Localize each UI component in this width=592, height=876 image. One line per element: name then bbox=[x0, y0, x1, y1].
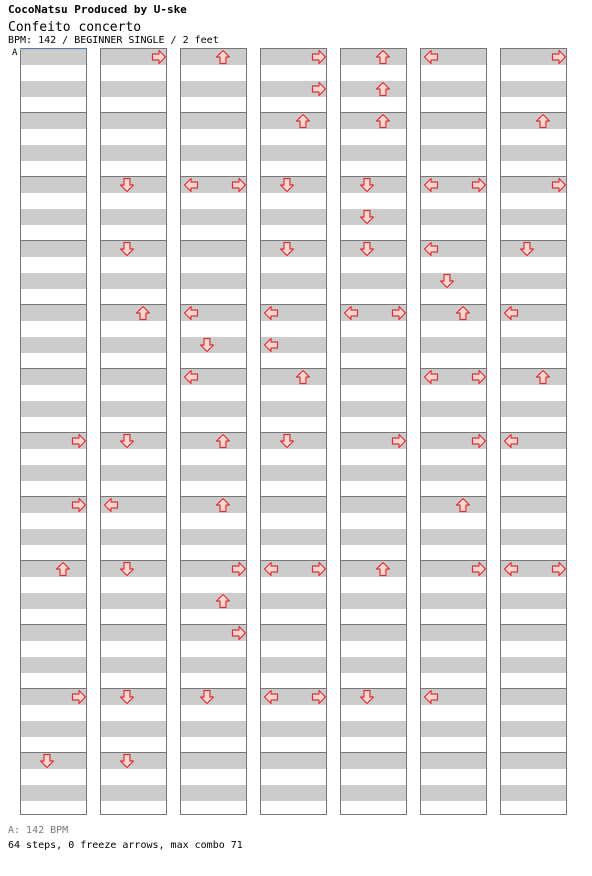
left-arrow-icon bbox=[103, 497, 119, 513]
right-arrow-icon bbox=[471, 369, 487, 385]
step-stats: 64 steps, 0 freeze arrows, max combo 71 bbox=[8, 840, 243, 851]
measure-line bbox=[21, 240, 86, 241]
beat-band bbox=[21, 177, 86, 193]
up-arrow-icon bbox=[215, 497, 231, 513]
beat-band bbox=[341, 529, 406, 545]
right-arrow-icon bbox=[391, 433, 407, 449]
beat-band bbox=[101, 529, 166, 545]
measure-line bbox=[341, 624, 406, 625]
beat-band bbox=[341, 753, 406, 769]
beat-band bbox=[181, 145, 246, 161]
beat-band bbox=[421, 401, 486, 417]
left-arrow-icon bbox=[503, 433, 519, 449]
beat-band bbox=[181, 241, 246, 257]
beat-band bbox=[21, 593, 86, 609]
measure-line bbox=[421, 624, 486, 625]
left-arrow-icon bbox=[263, 305, 279, 321]
measure-line bbox=[101, 368, 166, 369]
beat-band bbox=[181, 529, 246, 545]
chart-column-7 bbox=[500, 48, 567, 815]
left-arrow-icon bbox=[343, 305, 359, 321]
measure-line bbox=[101, 624, 166, 625]
beat-band bbox=[421, 145, 486, 161]
measure-line bbox=[21, 112, 86, 113]
beat-band bbox=[421, 81, 486, 97]
measure-line bbox=[101, 112, 166, 113]
measure-line bbox=[421, 112, 486, 113]
left-arrow-icon bbox=[263, 337, 279, 353]
beat-band bbox=[181, 81, 246, 97]
beat-band bbox=[501, 145, 566, 161]
beat-band bbox=[181, 209, 246, 225]
right-arrow-icon bbox=[231, 561, 247, 577]
beat-band bbox=[501, 113, 566, 129]
beat-band bbox=[21, 785, 86, 801]
chart-column-2 bbox=[100, 48, 167, 815]
down-arrow-icon bbox=[359, 241, 375, 257]
measure-line bbox=[261, 112, 326, 113]
up-arrow-icon bbox=[455, 305, 471, 321]
measure-line bbox=[21, 368, 86, 369]
beat-band bbox=[341, 337, 406, 353]
beat-band bbox=[181, 497, 246, 513]
left-arrow-icon bbox=[183, 177, 199, 193]
beat-band bbox=[101, 369, 166, 385]
down-arrow-icon bbox=[359, 689, 375, 705]
measure-line bbox=[181, 240, 246, 241]
beat-band bbox=[21, 657, 86, 673]
beat-band bbox=[181, 465, 246, 481]
beat-band bbox=[501, 273, 566, 289]
measure-line bbox=[421, 752, 486, 753]
measure-line bbox=[21, 304, 86, 305]
up-arrow-icon bbox=[215, 49, 231, 65]
beat-band bbox=[261, 721, 326, 737]
up-arrow-icon bbox=[135, 305, 151, 321]
beat-band bbox=[21, 305, 86, 321]
beat-band bbox=[501, 593, 566, 609]
beat-band bbox=[181, 593, 246, 609]
beat-band bbox=[341, 369, 406, 385]
beat-band bbox=[21, 529, 86, 545]
beat-band bbox=[261, 273, 326, 289]
down-arrow-icon bbox=[279, 177, 295, 193]
beat-band bbox=[341, 145, 406, 161]
beat-band bbox=[261, 657, 326, 673]
beat-band bbox=[261, 465, 326, 481]
measure-line bbox=[261, 752, 326, 753]
beat-band bbox=[341, 401, 406, 417]
beat-band bbox=[341, 561, 406, 577]
beat-band bbox=[261, 497, 326, 513]
beat-band bbox=[341, 625, 406, 641]
beat-band bbox=[421, 113, 486, 129]
beat-band bbox=[21, 241, 86, 257]
bpm-marker-line bbox=[20, 49, 86, 50]
measure-line bbox=[501, 368, 566, 369]
beat-band bbox=[421, 625, 486, 641]
chart-column-4 bbox=[260, 48, 327, 815]
beat-band bbox=[421, 785, 486, 801]
beat-band bbox=[101, 305, 166, 321]
measure-line bbox=[341, 112, 406, 113]
beat-band bbox=[181, 49, 246, 65]
right-arrow-icon bbox=[71, 497, 87, 513]
beat-band bbox=[341, 721, 406, 737]
chart-column-3 bbox=[180, 48, 247, 815]
right-arrow-icon bbox=[231, 625, 247, 641]
beat-band bbox=[21, 81, 86, 97]
right-arrow-icon bbox=[311, 561, 327, 577]
measure-line bbox=[501, 752, 566, 753]
beat-band bbox=[501, 529, 566, 545]
beat-band bbox=[341, 273, 406, 289]
right-arrow-icon bbox=[471, 433, 487, 449]
beat-band bbox=[101, 465, 166, 481]
up-arrow-icon bbox=[375, 49, 391, 65]
beat-band bbox=[181, 785, 246, 801]
right-arrow-icon bbox=[551, 49, 567, 65]
beat-band bbox=[261, 113, 326, 129]
up-arrow-icon bbox=[215, 433, 231, 449]
beat-band bbox=[501, 721, 566, 737]
beat-band bbox=[181, 433, 246, 449]
measure-line bbox=[21, 560, 86, 561]
down-arrow-icon bbox=[199, 337, 215, 353]
beat-band bbox=[421, 497, 486, 513]
chart-column-1 bbox=[20, 48, 87, 815]
beat-band bbox=[341, 465, 406, 481]
right-arrow-icon bbox=[311, 81, 327, 97]
beat-band bbox=[261, 145, 326, 161]
down-arrow-icon bbox=[119, 689, 135, 705]
artist-credit: CocoNatsu Produced by U-ske bbox=[8, 3, 187, 16]
beat-band bbox=[21, 625, 86, 641]
song-title: Confeito concerto bbox=[8, 20, 142, 35]
measure-line bbox=[341, 560, 406, 561]
beat-band bbox=[181, 657, 246, 673]
beat-band bbox=[421, 753, 486, 769]
beat-band bbox=[21, 273, 86, 289]
right-arrow-icon bbox=[311, 689, 327, 705]
beat-band bbox=[261, 209, 326, 225]
beat-band bbox=[501, 785, 566, 801]
beat-band bbox=[421, 529, 486, 545]
left-arrow-icon bbox=[183, 369, 199, 385]
down-arrow-icon bbox=[359, 177, 375, 193]
beat-band bbox=[501, 337, 566, 353]
right-arrow-icon bbox=[71, 689, 87, 705]
left-arrow-icon bbox=[423, 241, 439, 257]
bpm-note: A: 142 BPM bbox=[8, 825, 69, 836]
beat-band bbox=[21, 337, 86, 353]
up-arrow-icon bbox=[375, 81, 391, 97]
down-arrow-icon bbox=[359, 209, 375, 225]
beat-band bbox=[501, 657, 566, 673]
beat-band bbox=[101, 337, 166, 353]
beat-band bbox=[421, 593, 486, 609]
bpm-marker-label: A bbox=[12, 48, 18, 58]
measure-line bbox=[181, 432, 246, 433]
beat-band bbox=[501, 401, 566, 417]
beat-band bbox=[101, 593, 166, 609]
down-arrow-icon bbox=[439, 273, 455, 289]
up-arrow-icon bbox=[455, 497, 471, 513]
measure-line bbox=[261, 624, 326, 625]
right-arrow-icon bbox=[71, 433, 87, 449]
beat-band bbox=[101, 113, 166, 129]
beat-band bbox=[341, 785, 406, 801]
up-arrow-icon bbox=[55, 561, 71, 577]
right-arrow-icon bbox=[311, 49, 327, 65]
beat-band bbox=[21, 401, 86, 417]
left-arrow-icon bbox=[423, 369, 439, 385]
measure-line bbox=[341, 752, 406, 753]
chart-column-5 bbox=[340, 48, 407, 815]
measure-line bbox=[181, 496, 246, 497]
beat-band bbox=[421, 209, 486, 225]
left-arrow-icon bbox=[423, 49, 439, 65]
down-arrow-icon bbox=[119, 753, 135, 769]
beat-band bbox=[101, 209, 166, 225]
down-arrow-icon bbox=[199, 689, 215, 705]
beat-band bbox=[21, 49, 86, 65]
up-arrow-icon bbox=[535, 113, 551, 129]
left-arrow-icon bbox=[183, 305, 199, 321]
right-arrow-icon bbox=[231, 177, 247, 193]
beat-band bbox=[181, 113, 246, 129]
left-arrow-icon bbox=[263, 689, 279, 705]
beat-band bbox=[101, 625, 166, 641]
beat-band bbox=[181, 401, 246, 417]
beat-band bbox=[101, 401, 166, 417]
measure-line bbox=[501, 688, 566, 689]
beat-band bbox=[261, 753, 326, 769]
beat-band bbox=[261, 369, 326, 385]
up-arrow-icon bbox=[535, 369, 551, 385]
left-arrow-icon bbox=[423, 689, 439, 705]
measure-line bbox=[501, 624, 566, 625]
up-arrow-icon bbox=[215, 593, 231, 609]
down-arrow-icon bbox=[119, 241, 135, 257]
beat-band bbox=[341, 497, 406, 513]
beat-band bbox=[501, 497, 566, 513]
measure-line bbox=[261, 368, 326, 369]
beat-band bbox=[101, 81, 166, 97]
measure-line bbox=[341, 496, 406, 497]
up-arrow-icon bbox=[375, 561, 391, 577]
measure-line bbox=[21, 624, 86, 625]
beat-band bbox=[501, 753, 566, 769]
beat-band bbox=[21, 113, 86, 129]
down-arrow-icon bbox=[39, 753, 55, 769]
beat-band bbox=[421, 337, 486, 353]
measure-line bbox=[181, 112, 246, 113]
up-arrow-icon bbox=[375, 113, 391, 129]
beat-band bbox=[21, 209, 86, 225]
left-arrow-icon bbox=[423, 177, 439, 193]
beat-band bbox=[501, 689, 566, 705]
measure-line bbox=[341, 368, 406, 369]
beat-band bbox=[101, 273, 166, 289]
right-arrow-icon bbox=[471, 177, 487, 193]
down-arrow-icon bbox=[279, 433, 295, 449]
beat-band bbox=[261, 785, 326, 801]
beat-band bbox=[261, 593, 326, 609]
beat-band bbox=[21, 561, 86, 577]
measure-line bbox=[501, 496, 566, 497]
beat-band bbox=[101, 657, 166, 673]
beat-band bbox=[101, 785, 166, 801]
measure-line bbox=[181, 752, 246, 753]
beat-band bbox=[421, 465, 486, 481]
beat-band bbox=[101, 721, 166, 737]
beat-band bbox=[421, 305, 486, 321]
left-arrow-icon bbox=[503, 561, 519, 577]
beat-band bbox=[261, 625, 326, 641]
beat-band bbox=[21, 721, 86, 737]
beat-band bbox=[421, 657, 486, 673]
right-arrow-icon bbox=[551, 561, 567, 577]
measure-line bbox=[501, 112, 566, 113]
down-arrow-icon bbox=[119, 177, 135, 193]
down-arrow-icon bbox=[119, 433, 135, 449]
beat-band bbox=[101, 145, 166, 161]
beat-band bbox=[341, 657, 406, 673]
right-arrow-icon bbox=[151, 49, 167, 65]
down-arrow-icon bbox=[519, 241, 535, 257]
left-arrow-icon bbox=[503, 305, 519, 321]
right-arrow-icon bbox=[471, 561, 487, 577]
beat-band bbox=[181, 721, 246, 737]
measure-line bbox=[421, 496, 486, 497]
beat-band bbox=[501, 369, 566, 385]
right-arrow-icon bbox=[391, 305, 407, 321]
beat-band bbox=[181, 273, 246, 289]
up-arrow-icon bbox=[295, 113, 311, 129]
beat-band bbox=[261, 529, 326, 545]
beat-band bbox=[341, 113, 406, 129]
beat-band bbox=[501, 625, 566, 641]
beat-band bbox=[181, 753, 246, 769]
beat-band bbox=[21, 369, 86, 385]
right-arrow-icon bbox=[551, 177, 567, 193]
measure-line bbox=[421, 304, 486, 305]
beat-band bbox=[341, 49, 406, 65]
measure-line bbox=[261, 496, 326, 497]
beat-band bbox=[21, 145, 86, 161]
beat-band bbox=[341, 81, 406, 97]
left-arrow-icon bbox=[263, 561, 279, 577]
beat-band bbox=[341, 593, 406, 609]
beat-band bbox=[501, 209, 566, 225]
measure-line bbox=[101, 304, 166, 305]
beat-band bbox=[501, 81, 566, 97]
chart-info: BPM: 142 / BEGINNER SINGLE / 2 feet bbox=[8, 35, 219, 46]
beat-band bbox=[21, 465, 86, 481]
down-arrow-icon bbox=[119, 561, 135, 577]
up-arrow-icon bbox=[295, 369, 311, 385]
measure-line bbox=[21, 176, 86, 177]
chart-column-6 bbox=[420, 48, 487, 815]
down-arrow-icon bbox=[279, 241, 295, 257]
beat-band bbox=[421, 721, 486, 737]
beat-band bbox=[261, 401, 326, 417]
beat-band bbox=[501, 465, 566, 481]
